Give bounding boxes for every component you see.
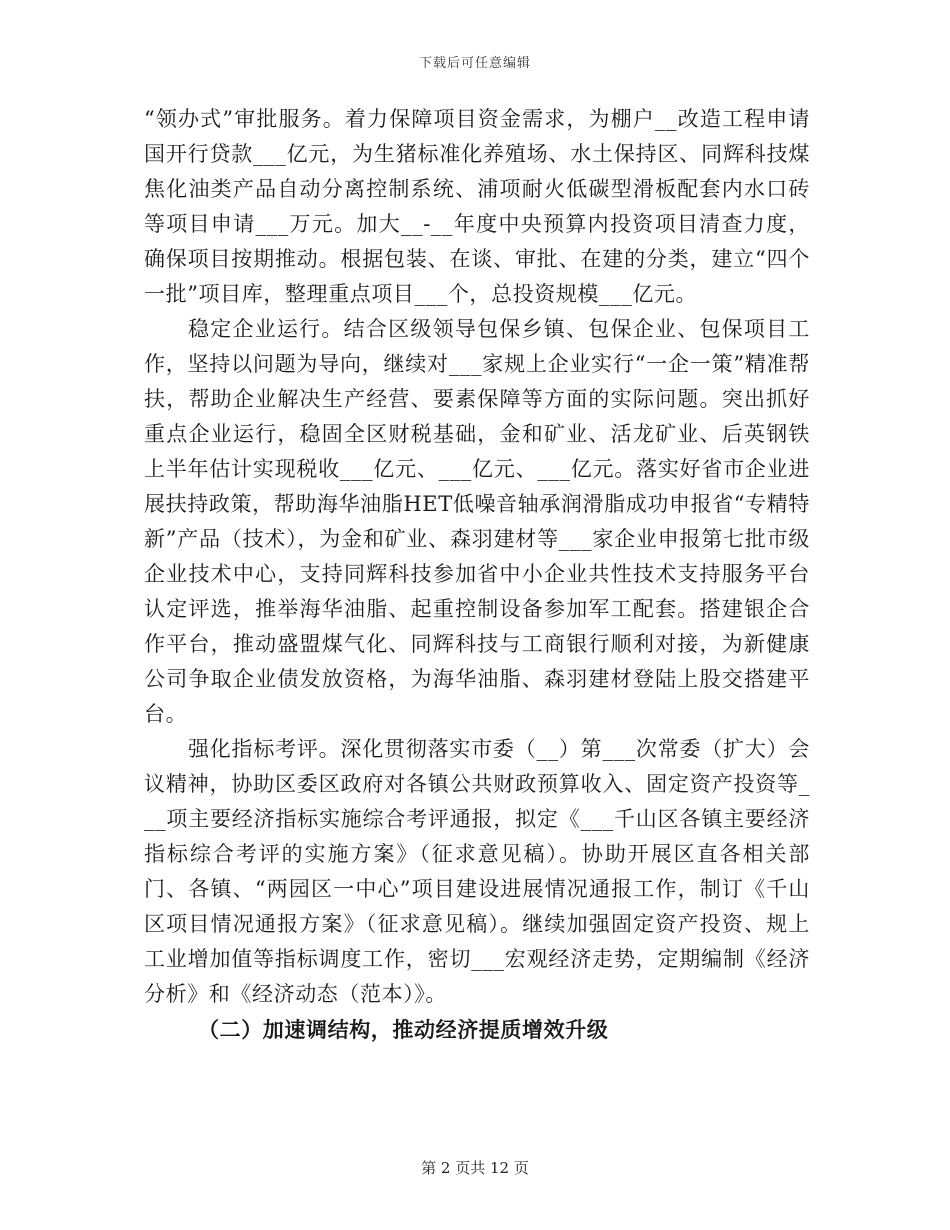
paragraph-project-funding: “领办式”审批服务。着力保障项目资金需求，为棚户__改造工程申请国开行贷款___亿元，为生猪标准化养殖场、水土保持区、同辉科技煤焦化油类产品自动分离控制系统、浦项耐火低碳型滑板配套内水口砖等项目申请___万元。加大__-__年度中央预算内投资项目清查力度，确保项目按期推动。根据包装、在谈、审批、在建的分类，建立“四个一批”项目库，整理重点项目___个，总投资规模___亿元。: [144, 107, 810, 306]
page-number: 第 2 页共 12 页: [421, 1159, 529, 1177]
page-header: 下载后可任意编辑: [418, 56, 531, 71]
paragraph-enterprise-operation: 稳定企业运行。结合区级领导包保乡镇、包保企业、包保项目工作，坚持以问题为导向，继续对___家规上企业实行“一企一策”精准帮扶，帮助企业解决生产经营、要素保障等方面的实际问题。突出抓好重点企业运行，稳固全区财税基础，金和矿业、活龙矿业、后英钢铁上半年估计实现税收___亿元、___亿元、___亿元。落实好省市企业进展扶持政策，帮助海华油脂HET低噪音轴承润滑脂成功申报省“专精特新”产品（技术），为金和矿业、森羽建材等___家企业申报第七批市级企业技术中心，支持同辉科技参加省中小企业共性技术支持服务平台认定评选，推举海华油脂、起重控制设备参加军工配套。搭建银企合作平台，推动盛盟煤气化、同辉科技与工商银行顺利对接，为新健康公司争取企业债发放资格，为海华油脂、森羽建材登陆上股交搭建平台。: [144, 317, 810, 726]
paragraph-indicator-evaluation: 强化指标考评。深化贯彻落实市委（__）第___次常委（扩大）会议精神，协助区委区政府对各镇公共财政预算收入、固定资产投资等___项主要经济指标实施综合考评通报，拟定《___千山区各镇主要经济指标综合考评的实施方案》（征求意见稿）。协助开展区直各相关部门、各镇、“两园区一中心”项目建设进展情况通报工作，制订《千山区项目情况通报方案》（征求意见稿）。继续加强固定资产投资、规上工业增加值等指标调度工作，密切___宏观经济走势，定期编制《经济分析》和《经济动态（范本）》。: [144, 737, 810, 1006]
section-heading: （二）加速调结构，推动经济提质增效升级: [198, 1017, 609, 1042]
document-body: [144, 102, 810, 1047]
